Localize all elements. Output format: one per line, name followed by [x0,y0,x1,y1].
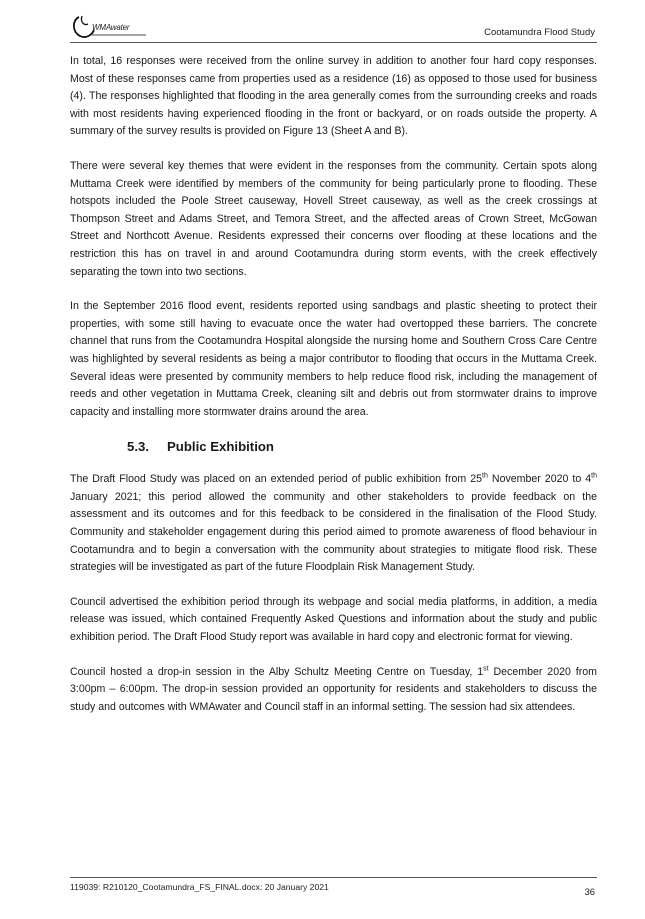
wmawater-logo [70,14,150,40]
page-content [70,53,597,733]
text-segment: January 2021; this period allowed the community and other stakeholders to provide feedback on the assessment and its outcomes and for this feedback to be considered in the finalisation of the Flood Study. Community and stakeholder engagement during this period aimed to promote awareness of flood behaviour in Cootamundra and to begin a conversation with the community about strategies to mitigate flood risk. These strategies will be investigated as part of the future Floodplain Risk Management Study. [70,490,597,574]
text-segment: December 2020 from 3:00pm – 6:00pm. The drop-in session provided an opportunity for residents and stakeholders to discuss the study and outcomes with WMAwater and Council staff in an informal setting. The session had six attendees. [70,665,597,713]
paragraph-key-themes: There were several key themes that were evident in the responses from the community. Certain spots along Muttama Creek were identified by members of the community for being particularly prone to flooding. These hotspots included the Poole Street causeway, Hovell Street causeway, as well as the creek crossings at Thompson Street and Adams Street, and Temora Street, and the affected areas of Crown Street, McGowan Street and Northcott Avenue. Residents expressed their concerns over flooding at these locations and the restriction this has on travel in and around Cootamundra during storm events, with the creek effectively separating the town into two sections. [70,159,597,278]
paragraph-exhibition-period [70,471,597,577]
page-footer [70,877,597,902]
section-heading [127,438,597,456]
paragraph-survey-responses: In total, 16 responses were received from the online survey in addition to another four hard copy responses. Most of these responses came from properties used as a residence (16) as opposed to those used for business (4). The responses highlighted that flooding in the area generally comes from the surrounding creeks and roads with most residents having experienced flooding in the front or backyard, or on roads outside the property. A summary of the survey results is provided on Figure 13 (Sheet A and B). [70,55,597,138]
ordinal-suffix: th [482,472,488,480]
ordinal-suffix: st [483,665,489,673]
page-header [70,14,597,43]
logo-text: WMAwater [92,23,130,32]
section-title: Public Exhibition [167,439,274,455]
text-segment: November 2020 to 4 [487,473,592,486]
paragraph-council-advertising: Council advertised the exhibition period through its webpage and social media platforms, in addition, a media release was issued, which contained Frequently Asked Questions and information about the study and public exhibition period. The Draft Flood Study report was available in hard copy and electronic format for viewing. [70,595,597,644]
page-number: 36 [584,886,595,897]
paragraph-september-2016-event: In the September 2016 flood event, residents reported using sandbags and plastic sheeting to protect their properties, with some still having to evacuate once the water had overtopped these barriers. The concrete channel that runs from the Cootamundra Hospital alongside the nursing home and Southern Cross Care Centre was highlighted by several residents as being a major contributor to flooding that occurs in the Muttama Creek. Several ideas were presented by community members to help reduce flood risk, including the management of reeds and other vegetation in Muttama Creek, cleaning silt and debris out from stormwater drains to improve capacity and installing more stormwater drains around the area. [70,300,597,418]
paragraph-drop-in-session [70,664,597,717]
section-number: 5.3. [127,439,149,455]
report-title: Cootamundra Flood Study [484,27,595,38]
text-segment: The Draft Flood Study was placed on an extended period of public exhibition from 25 [70,473,483,486]
ordinal-suffix: th [591,472,597,480]
text-segment: Council hosted a drop-in session in the Alby Schultz Meeting Centre on Tuesday, 1 [70,665,484,678]
document-reference: 119039: R210120_Cootamundra_FS_FINAL.docx: 20 January 2021 [70,882,329,892]
